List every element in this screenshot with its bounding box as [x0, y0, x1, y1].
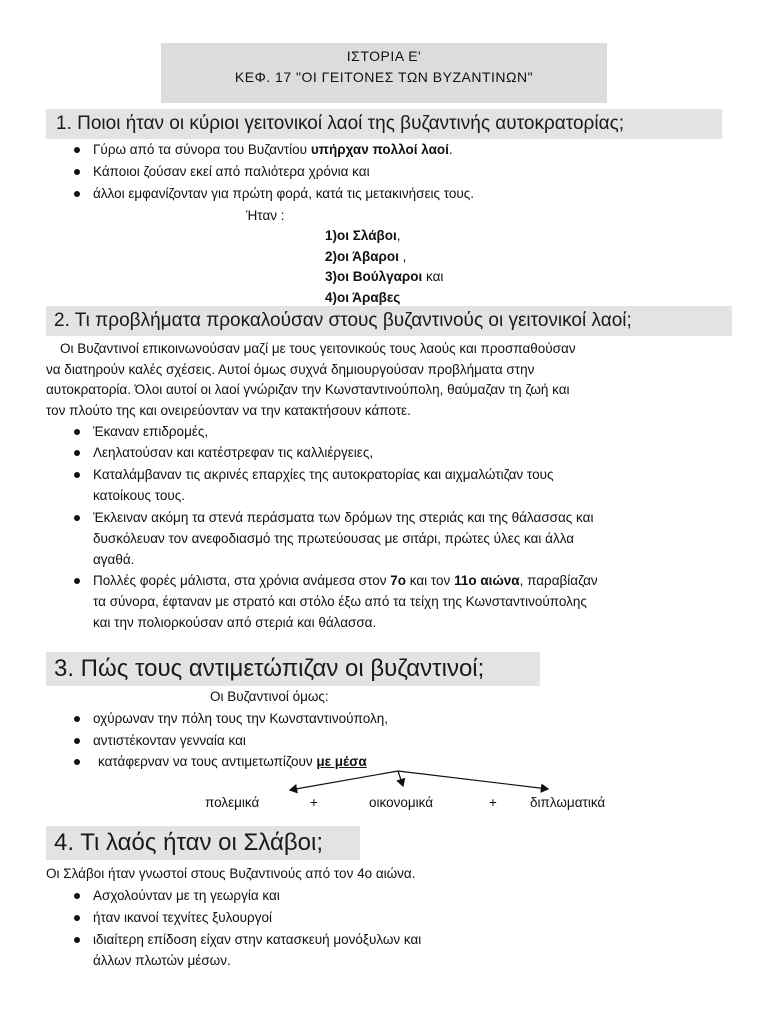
q4-bullet-2: ήταν ικανοί τεχνίτες ξυλουργοί: [93, 910, 272, 925]
q2-paragraph-line: Οι Βυζαντινοί επικοινωνούσαν μαζί με τους γειτονικούς τους λαούς και προσπαθούσαν: [60, 341, 576, 356]
q3-bullet-2: αντιστέκονταν γενναία και: [93, 733, 246, 748]
plus-sign: +: [310, 795, 318, 810]
people-item-1: 1)οι Σλάβοι,: [325, 228, 401, 243]
q2-bullet-2: Λεηλατούσαν και κατέστρεφαν τις καλλιέργειες,: [93, 445, 374, 460]
q2-bullet-4-cont: δυσκόλευαν τον ανεφοδιασμό της πρωτεύουσας με σιτάρι, πρώτες ύλες και άλλα: [93, 531, 575, 546]
subject-title: ΙΣΤΟΡΙΑ Ε': [346, 48, 422, 64]
arrow-to-diplomatic: [398, 771, 548, 789]
question-1-heading: 1. Ποιοι ήταν οι κύριοι γειτονικοί λαοί της βυζαντινής αυτοκρατορίας;: [46, 109, 722, 139]
q2-paragraph-line: τον πλούτο της και ονειρεύονταν να την κατακτήσουν κάποτε.: [46, 403, 411, 418]
q3-intro: Οι Βυζαντινοί όμως:: [210, 689, 329, 704]
question-2-heading: 2. Τι προβλήματα προκαλούσαν στους βυζαντινούς οι γειτονικοί λαοί;: [46, 306, 732, 336]
people-item-4: 4)οι Άραβες: [325, 290, 401, 305]
means-diplomatic: διπλωματικά: [530, 795, 606, 810]
chapter-title: ΚΕΦ. 17 "ΟΙ ΓΕΙΤΟΝΕΣ ΤΩΝ ΒΥΖΑΝΤΙΝΩΝ": [234, 69, 534, 85]
q3-bullet-3: κατάφερναν να τους αντιμετωπίζουν με μέσα: [98, 754, 367, 769]
q2-bullet-4-cont: αγαθά.: [93, 552, 135, 567]
people-item-3: 3)οι Βούλγαροι και: [325, 269, 444, 284]
q4-bullet-1: Ασχολούνταν με τη γεωργία και: [93, 888, 280, 903]
q1-intro: Ήταν :: [246, 208, 285, 223]
q1-bullet-3: άλλοι εμφανίζονταν για πρώτη φορά, κατά τις μετακινήσεις τους.: [93, 186, 475, 201]
q2-bullet-5-cont: τα σύνορα, έφταναν με στρατό και στόλο έξω από τα τείχη της Κωνσταντινούπολης: [93, 594, 587, 609]
q3-bullet-1: οχύρωναν την πόλη τους την Κωνσταντινούπολη,: [93, 711, 388, 726]
question-3-heading: 3. Πώς τους αντιμετώπιζαν οι βυζαντινοί;: [46, 652, 540, 686]
bullet-dot: [74, 937, 80, 943]
means-economic: οικονομικά: [369, 795, 434, 810]
q2-paragraph-line: να διατηρούν καλές σχέσεις. Αυτοί όμως συχνά δημιουργούσαν προβλήματα στην: [46, 362, 535, 377]
q2-bullet-3-cont: κατοίκους τους.: [93, 488, 186, 503]
q2-bullet-3: Καταλάμβαναν τις ακρινές επαρχίες της αυτοκρατορίας και αιχμαλώτιζαν τους: [93, 467, 554, 482]
q2-bullet-1: Έκαναν επιδρομές,: [93, 424, 209, 439]
q4-intro: Οι Σλάβοι ήταν γνωστοί στους Βυζαντινούς από τον 4ο αιώνα.: [46, 866, 416, 881]
bullet-dot: [74, 893, 80, 899]
bullet-dot: [74, 915, 80, 921]
q2-bullet-5-cont: και την πολιορκούσαν από στεριά και θάλασσα.: [93, 615, 377, 630]
q2-paragraph-line: αυτοκρατορία. Όλοι αυτοί οι λαοί γνώριζαν την Κωνσταντινούπολη, θαύμαζαν τη ζωή και: [46, 382, 570, 397]
q2-bullet-4: Έκλειναν ακόμη τα στενά περάσματα των δρόμων της στεριάς και της θάλασσας και: [93, 510, 594, 525]
q1-bullet-1: Γύρω από τα σύνορα του Βυζαντίου υπήρχαν πολλοί λαοί.: [93, 142, 453, 157]
arrow-to-military: [290, 771, 398, 790]
q4-bullet-3: ιδιαίτερη επίδοση είχαν στην κατασκευή μονόξυλων και: [93, 932, 422, 947]
people-item-2: 2)οι Άβαροι ,: [325, 249, 407, 264]
question-4-heading: 4. Τι λαός ήταν οι Σλάβοι;: [46, 826, 360, 860]
arrow-to-economic: [398, 771, 403, 786]
means-military: πολεμικά: [205, 795, 260, 810]
q4-bullet-3-cont: άλλων πλωτών μέσων.: [93, 953, 231, 968]
q2-bullet-5: Πολλές φορές μάλιστα, στα χρόνια ανάμεσα στον 7ο και τον 11ο αιώνα, παραβίαζαν: [93, 573, 598, 588]
q1-bullet-2: Κάποιοι ζούσαν εκεί από παλιότερα χρόνια και: [93, 164, 370, 179]
plus-sign: +: [489, 795, 497, 810]
